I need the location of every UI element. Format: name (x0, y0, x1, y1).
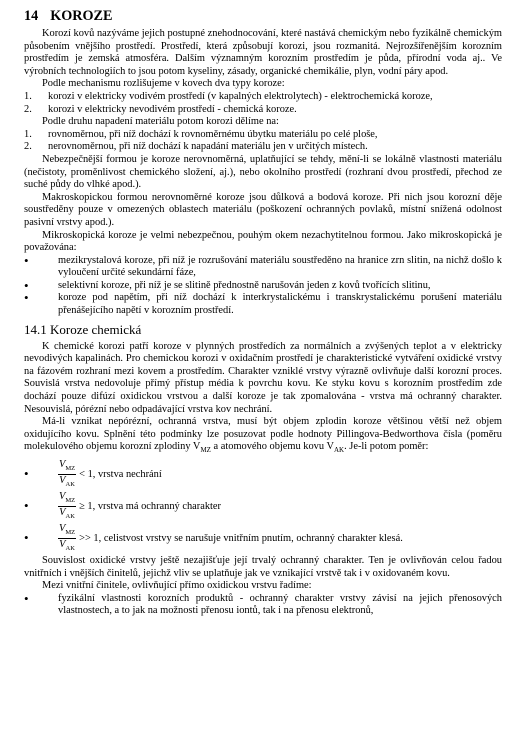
document-page (24, 8, 502, 618)
section-heading (24, 322, 502, 338)
chapter-title: KOROZE (50, 8, 113, 24)
closing-paragraph: Mezi vnitřní činitele, ovlivňující přímo oxidickou vrstvu řadíme: (42, 580, 312, 592)
section-title: Koroze chemická (50, 321, 142, 337)
bullet-item: • koroze pod napětím, při níž dochází k interkrystalickému i transkrystalickému porušení materiálu přenášejícího napětí v korozním prostředí. (24, 290, 502, 317)
attack-intro: Podle druhu napadení materiálu potom korozi dělíme na: (42, 116, 279, 128)
pilling-bedworth-paragraph: Má-li vznikat nepórézní, ochranná vrstva, musí být objem zplodin koroze většinou větší než objem oxidujícího kovu. Splnění této podmínky lze posuzovat podle hodnoty Pillingova-Bedworthova čísla (poměru molekulového objemu korozní zplodiny $V_{MZ}$ a atomového objemu kovu $V_{AK}$. Je-li potom poměr: (24, 416, 502, 455)
condition-text: vrstva nechrání (97, 468, 162, 480)
mechanism-item: 1. korozi v elektricky vodivém prostředí (v kapalných elektrolytech) - elektrochemická koroze, (24, 90, 433, 102)
mechanism-item: 2. korozi v elektricky nevodivém prostředí - chemická koroze. (24, 103, 297, 115)
bullet-item: • mezikrystalová koroze, při níž je rozrušování materiálu soustředěno na hranice zrn slitin, na nichž došlo k vyloučení určité sekundární fáze, (24, 252, 502, 279)
attack-item: 1. rovnoměrnou, při níž dochází k rovnoměrnému úbytku materiálu po celé ploše, (24, 128, 378, 140)
condition-item (24, 523, 502, 553)
chapter-heading (24, 8, 502, 24)
mechanism-intro: Podle mechanismu rozlišujeme v kovech dva typy koroze: (42, 78, 285, 90)
bullet-icon: • (24, 277, 29, 293)
condition-relation: < 1, (79, 468, 96, 480)
ratio-fraction: $\frac{V_{MZ}}{V_{AK}}$ (59, 490, 76, 520)
body-paragraph: Makroskopickou formou nerovnoměrné koroze jsou důlková a bodová koroze. Při nich jsou korozní děje soustředěny pouze v omezených oblastech materiálu (poškození ochranných povlaků, místní snížená odolnost pasivní vrstvy apod.). (24, 191, 502, 228)
bullet-icon: • (24, 466, 29, 482)
condition-item (24, 459, 502, 489)
attack-item: 2. nerovnoměrnou, při níž dochází k napadání materiálu jen v určitých místech. (24, 141, 368, 153)
chapter-number: 14 (24, 8, 39, 24)
bullet-item: • selektivní koroze, při níž je se slitině přednostně narušován jeden z kovů tvořících slitinu, (24, 277, 431, 293)
section-paragraph: K chemické korozi patří koroze v plynných prostředích za normálních a zvýšených teplot a v elektricky nevodivých kapalinách. Pro chemickou korozi v oxidačním prostředí je charakteristické vytváření oxidické vrstvy na fázovém rozhraní mezi kovem a prostředím. Charakter vzniklé vrstvy výrazně ovlivňuje další korozní proces. Souvislá vrstva nedovoluje přímý přístup média k povrchu kovu. Ke styku kovu s korozním prostředím zde dochází pouze difúzí oxidickou vrstvou a další koroze je tak zpomalována - vrstva má ochranný charakter. Nesouvislá, pórézní nebo odpadávající vrstva kov nechrání. (24, 340, 502, 415)
condition-text: vrstva má ochranný charakter (97, 500, 221, 512)
ratio-fraction: $\frac{V_{MZ}}{V_{AK}}$ (59, 522, 76, 552)
intro-paragraph: Korozí kovů nazýváme jejich postupné znehodnocování, které nastává chemickým nebo fyzikálně chemickým působením vnějšího prostředí. Prostředí, která způsobují korozi, jsou rozmanitá. Nejrozšířenějším korozním prostředím je zemská atmosféra. Dalším významným korozním prostředím je půda, přírodní voda aj.. Ve výrobních technologiích to jsou potom kyseliny, zásady, organické chemikálie, plyn, vodní páry apod. (24, 28, 502, 77)
ratio-fraction: $\frac{V_{MZ}}{V_{AK}}$ (59, 458, 76, 488)
bullet-item: • fyzikální vlastnosti korozních produktů - ochranný charakter vrstvy závisí na jejich přenosových vlastnostech, a to jak na možnosti přenosu iontů, tak i na přenosu elektronů, (24, 590, 502, 617)
condition-relation: ≥ 1, (79, 500, 96, 512)
body-paragraph: Mikroskopická koroze je velmi nebezpečnou, pouhým okem nezachytitelnou formou. Jako mikroskopická je považována: (24, 229, 502, 254)
section-number: 14.1 (24, 321, 47, 337)
bullet-icon: • (24, 290, 29, 306)
condition-relation: >> 1, (79, 532, 102, 544)
condition-item (24, 491, 502, 521)
body-paragraph: Nebezpečnější formou je koroze nerovnoměrná, uplatňující se tehdy, mění-li se lokálně vlastnosti materiálu (nečistoty, proměnlivost chemického složení, aj.), nebo okolního prostředí (rozhraní dvou prostředí, přechod ze suché půdy do vlhké apod.). (24, 153, 502, 191)
closing-paragraph: Souvislost oxidické vrstvy ještě nezajišťuje její trvalý ochranný charakter. Ten je ovlivňován celou řadou vnitřních i vnějších činitelů, jejichž vliv se uplatňuje jak ve vznikající vrstvě tak i v oxidovaném kovu. (24, 555, 502, 579)
bullet-icon: • (24, 590, 29, 606)
bullet-icon: • (24, 498, 29, 514)
bullet-icon: • (24, 252, 29, 268)
bullet-icon: • (24, 530, 29, 546)
condition-text: celistvost vrstvy se narušuje vnitřním pnutím, ochranný charakter klesá. (103, 532, 403, 544)
